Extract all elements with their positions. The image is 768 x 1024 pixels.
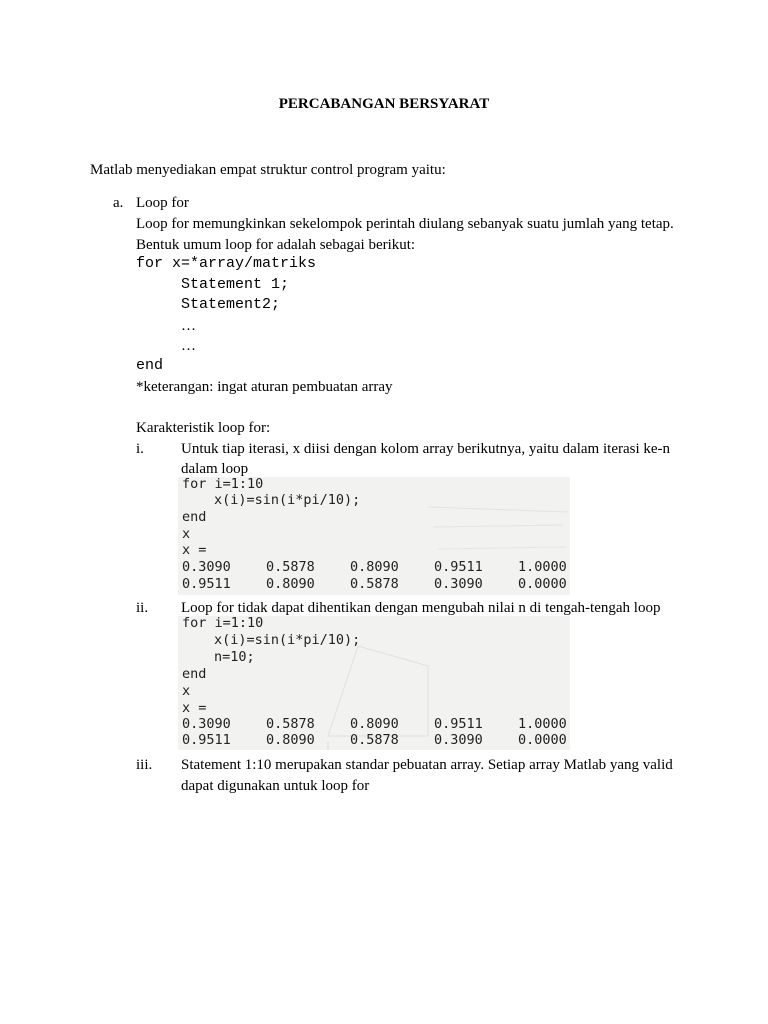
intro-paragraph: Matlab menyediakan empat struktur control program yaitu: bbox=[90, 162, 446, 178]
code-line: x(i)=sin(i*pi/10); bbox=[214, 492, 361, 508]
output-row bbox=[182, 717, 570, 733]
output-value: 1.0000 bbox=[518, 716, 567, 732]
output-value: 0.9511 bbox=[182, 576, 231, 592]
item-text: dalam loop bbox=[181, 461, 249, 477]
output-value: 1.0000 bbox=[518, 559, 567, 575]
note-text: *keterangan: ingat aturan pembuatan array bbox=[136, 379, 393, 395]
output-value: 0.9511 bbox=[182, 732, 231, 748]
item-text: Untuk tiap iterasi, x diisi dengan kolom array berikutnya, yaitu dalam iterasi ke-n bbox=[181, 441, 671, 457]
code-line: Statement 1; bbox=[181, 276, 290, 293]
code-ellipsis: … bbox=[181, 318, 196, 334]
output-value: 0.5878 bbox=[266, 559, 315, 575]
output-value: 0.8090 bbox=[266, 576, 315, 592]
subsection-heading: Karakteristik loop for: bbox=[136, 420, 271, 436]
code-screenshot bbox=[178, 616, 570, 750]
code-line: end bbox=[182, 666, 207, 682]
output-value: 0.3090 bbox=[182, 559, 231, 575]
code-line: end bbox=[182, 509, 207, 525]
code-line: x = bbox=[182, 542, 207, 558]
output-value: 0.5878 bbox=[266, 716, 315, 732]
code-line: for x=*array/matriks bbox=[136, 255, 317, 272]
section-description: Bentuk umum loop for adalah sebagai berikut: bbox=[136, 237, 416, 253]
output-row bbox=[182, 560, 570, 576]
code-line: for i=1:10 bbox=[182, 476, 264, 492]
code-line: Statement2; bbox=[181, 296, 281, 313]
output-value: 0.0000 bbox=[518, 732, 567, 748]
output-value: 0.9511 bbox=[434, 559, 483, 575]
item-text: Statement 1:10 merupakan standar pebuatan array. Setiap array Matlab yang valid bbox=[181, 757, 673, 773]
output-value: 0.3090 bbox=[182, 716, 231, 732]
item-text: dapat digunakan untuk loop for bbox=[181, 778, 370, 794]
output-value: 0.8090 bbox=[266, 732, 315, 748]
output-value: 0.0000 bbox=[518, 576, 567, 592]
output-value: 0.5878 bbox=[350, 576, 399, 592]
section-description: Loop for memungkinkan sekelompok perintah diulang sebanyak suatu jumlah yang tetap. bbox=[136, 216, 674, 232]
code-line: n=10; bbox=[214, 649, 255, 665]
output-value: 0.3090 bbox=[434, 732, 483, 748]
page-title: PERCABANGAN BERSYARAT bbox=[278, 96, 490, 112]
output-value: 0.3090 bbox=[434, 576, 483, 592]
output-value: 0.5878 bbox=[350, 732, 399, 748]
code-line: for i=1:10 bbox=[182, 615, 264, 631]
item-text: Loop for tidak dapat dihentikan dengan mengubah nilai n di tengah-tengah loop bbox=[181, 600, 661, 616]
output-value: 0.9511 bbox=[434, 716, 483, 732]
output-value: 0.8090 bbox=[350, 716, 399, 732]
output-row bbox=[182, 733, 570, 749]
code-ellipsis: … bbox=[181, 338, 196, 354]
output-value: 0.8090 bbox=[350, 559, 399, 575]
code-line: x = bbox=[182, 700, 207, 716]
code-line: x bbox=[182, 683, 191, 699]
list-marker: i. bbox=[136, 441, 144, 457]
list-marker: a. bbox=[113, 195, 124, 211]
code-line: end bbox=[136, 357, 164, 374]
code-line: x bbox=[182, 526, 191, 542]
list-marker: iii. bbox=[136, 757, 153, 773]
list-marker: ii. bbox=[136, 600, 149, 616]
section-heading: Loop for bbox=[136, 195, 189, 211]
output-row bbox=[182, 577, 570, 593]
code-screenshot bbox=[178, 477, 570, 595]
code-line: x(i)=sin(i*pi/10); bbox=[214, 632, 361, 648]
